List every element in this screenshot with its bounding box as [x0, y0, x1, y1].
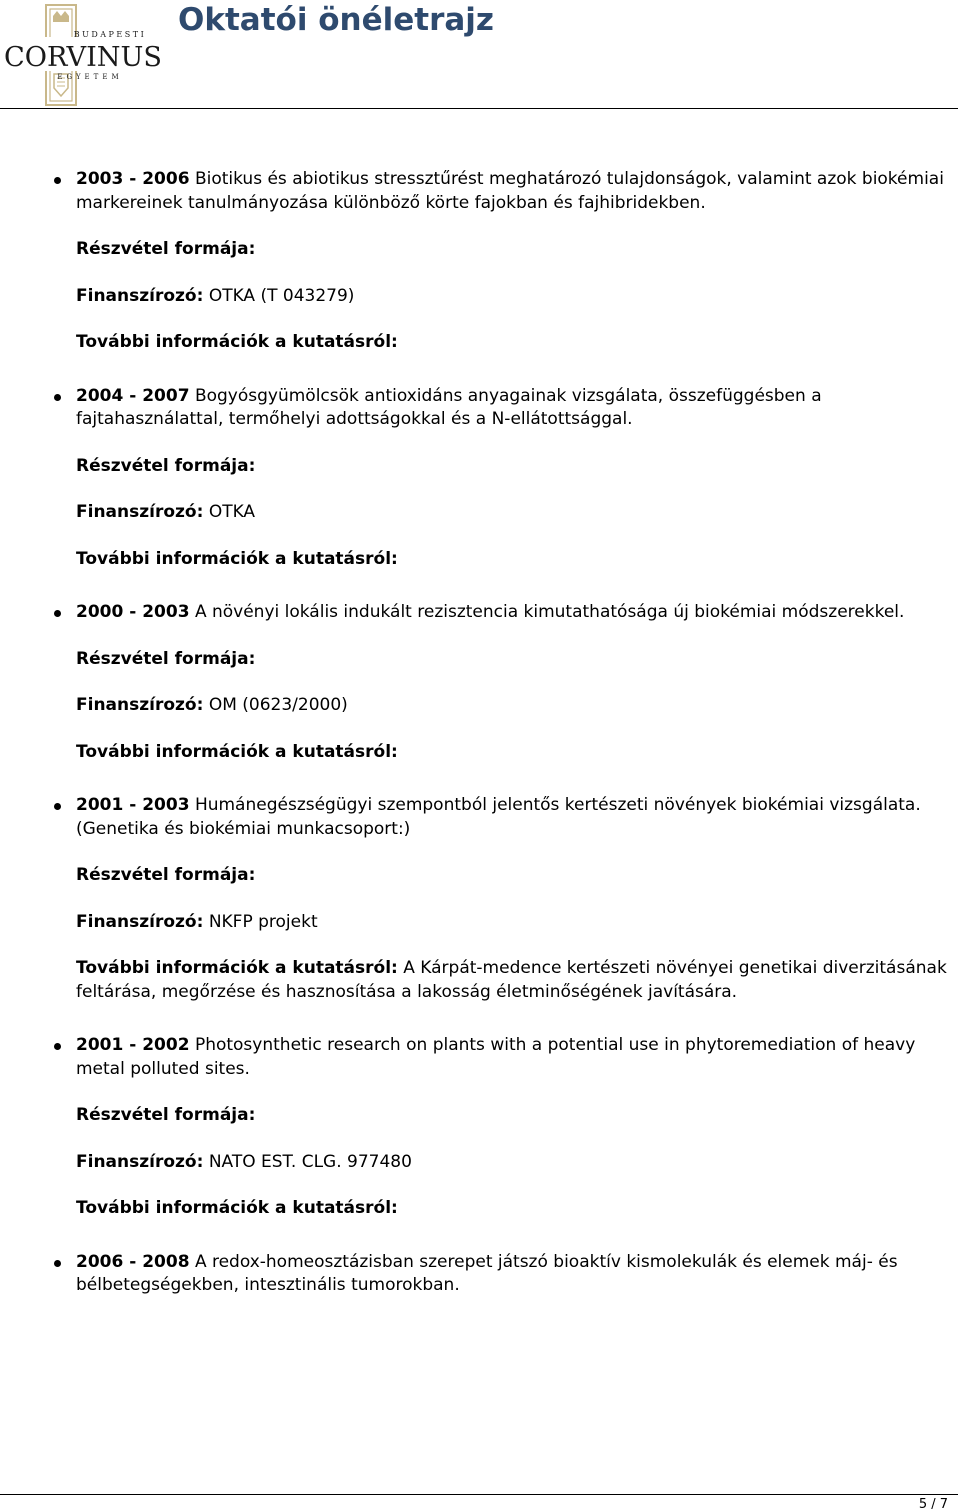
bullet-icon: [54, 1260, 61, 1267]
more-info-label: További információk a kutatásról:: [76, 548, 398, 569]
logo-top-text: BUDAPESTI: [73, 30, 147, 39]
participation-label: Részvétel formája:: [76, 865, 256, 885]
project-years: 2006 - 2008: [76, 1251, 190, 1272]
project-description: Biotikus és abiotikus stressztűrést meghatározó tulajdonságok, valamint azok biokémiai markereinek tanulmányozása különböző körte fajokban és fajhibridekben.: [76, 169, 944, 213]
project-years: 2004 - 2007: [76, 385, 190, 406]
bullet-icon: [54, 394, 61, 401]
more-info-label: További információk a kutatásról:: [76, 958, 398, 978]
participation-field: [76, 455, 948, 479]
participation-label: Részvétel formája:: [76, 455, 256, 476]
project-entry: [0, 1251, 960, 1298]
page-title: Oktatói önéletrajz: [178, 2, 494, 38]
corvinus-logo: [2, 4, 164, 106]
participation-field: [76, 1104, 948, 1128]
more-info-field: [76, 1197, 948, 1221]
project-entry: [0, 1034, 960, 1221]
more-info-field: [76, 548, 948, 572]
project-years: 2001 - 2002: [76, 1035, 190, 1055]
bullet-icon: [54, 610, 61, 617]
funder-value: NATO EST. CLG. 977480: [208, 1151, 412, 1172]
funder-value: NKFP projekt: [208, 911, 318, 932]
funder-field: [76, 694, 948, 718]
project-description: Photosynthetic research on plants with a potential use in phytoremediation of heavy metal polluted sites.: [76, 1035, 916, 1079]
funder-value: OM (0623/2000): [208, 695, 348, 715]
bullet-icon: [54, 803, 61, 810]
funder-label: Finanszírozó:: [76, 695, 204, 715]
funder-label: Finanszírozó:: [76, 911, 204, 932]
project-years: 2003 - 2006: [76, 169, 190, 189]
page-number: 5 / 7: [918, 1497, 948, 1512]
more-info-value: A Kárpát-medence kertészeti növényei genetikai diverzitásának feltárása, megőrzése és hasznosítása a lakosság életminőségének javítására.: [76, 958, 947, 1002]
participation-field: [76, 648, 948, 672]
project-description: A növényi lokális indukált rezisztencia kimutathatósága új biokémiai módszerekkel.: [194, 602, 905, 622]
participation-label: Részvétel formája:: [76, 1105, 256, 1125]
page-header: [0, 0, 960, 112]
participation-label: Részvétel formája:: [76, 648, 256, 669]
logo-bottom-text: EGYETEM: [57, 73, 123, 81]
funder-field: [76, 911, 948, 935]
funder-field: [76, 501, 948, 525]
bullet-icon: [54, 177, 61, 184]
more-info-field: [76, 331, 948, 355]
funder-value: OTKA (T 043279): [208, 285, 355, 306]
participation-field: [76, 238, 948, 262]
funder-label: Finanszírozó:: [76, 1151, 204, 1172]
more-info-label: További információk a kutatásról:: [76, 1198, 398, 1218]
project-description: Humánegészségügyi szempontból jelentős kertészeti növények biokémiai vizsgálata. (Genetika és biokémiai munkacsoport:): [76, 795, 921, 839]
participation-field: [76, 864, 948, 888]
project-entry: [0, 168, 960, 355]
more-info-label: További információk a kutatásról:: [76, 332, 398, 352]
funder-label: Finanszírozó:: [76, 502, 204, 522]
participation-label: Részvétel formája:: [76, 239, 256, 259]
header-divider: [0, 108, 958, 109]
logo-main-text: CORVINUS: [4, 42, 163, 73]
project-entry: [0, 601, 960, 764]
more-info-field: [76, 741, 948, 765]
footer-divider: [0, 1494, 958, 1495]
project-years: 2000 - 2003: [76, 602, 190, 622]
bullet-icon: [54, 1043, 61, 1050]
project-description: Bogyósgyümölcsök antioxidáns anyagainak vizsgálata, összefüggésben a fajtahasználattal, termőhelyi adottságokkal és a N-ellátottsággal.: [76, 385, 822, 429]
project-description: A redox-homeosztázisban szerepet játszó bioaktív kismolekulák és elemek máj- és bélbetegségekben, intesztinális tumorokban.: [76, 1251, 898, 1295]
funder-field: [76, 1151, 948, 1175]
project-years: 2001 - 2003: [76, 795, 190, 815]
research-project-list: [0, 168, 960, 1328]
funder-field: [76, 285, 948, 309]
funder-value: OTKA: [208, 502, 256, 522]
more-info-field: [76, 957, 948, 1004]
more-info-label: További információk a kutatásról:: [76, 741, 398, 762]
project-entry: [0, 794, 960, 1004]
project-entry: [0, 385, 960, 572]
funder-label: Finanszírozó:: [76, 285, 204, 306]
